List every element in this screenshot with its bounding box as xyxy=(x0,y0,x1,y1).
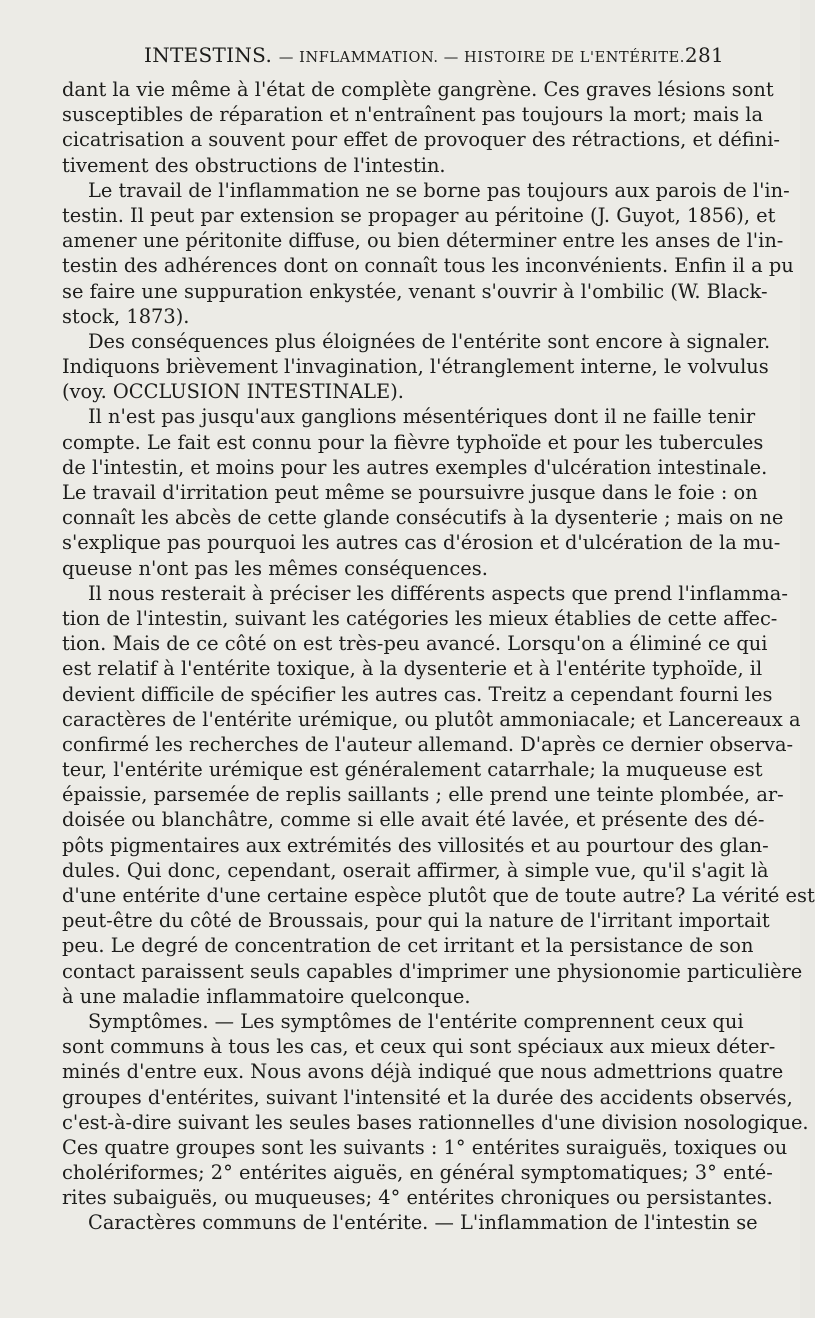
body-text xyxy=(62,77,815,1236)
text-line: dant la vie même à l'état de complète gangrène. Ces graves lésions sont xyxy=(62,78,774,101)
text-line: stock, 1873). xyxy=(62,304,190,328)
text-line: pôts pigmentaires aux extrémités des villosités et au pourtour des glan- xyxy=(62,833,769,857)
text-line: Caractères communs de l'entérite. — L'inflammation de l'intestin se xyxy=(88,1211,758,1235)
text-line: testin. Il peut par extension se propager au péritoine (J. Guyot, 1856), et xyxy=(62,203,776,227)
text-line: peu. Le degré de concentration de cet irritant et la persistance de son xyxy=(62,934,754,958)
text-line: Symptômes. — Les symptômes de l'entérite comprennent ceux qui xyxy=(88,1009,744,1033)
text-line: Le travail de l'inflammation ne se borne pas toujours aux parois de l'in- xyxy=(88,178,790,202)
text-line: est relatif à l'entérite toxique, à la dysenterie et à l'entérite typhoïde, il xyxy=(62,657,763,681)
text-line: queuse n'ont pas les mêmes conséquences. xyxy=(62,556,488,580)
text-line: c'est-à-dire suivant les seules bases rationnelles d'une division nosologique. xyxy=(62,1110,809,1134)
text-line: de l'intestin, et moins pour les autres exemples d'ulcération intestinale. xyxy=(62,455,768,479)
text-line: minés d'entre eux. Nous avons déjà indiqué que nous admettrions quatre xyxy=(62,1060,784,1084)
text-line: Indiquons brièvement l'invagination, l'étranglement interne, le volvulus xyxy=(62,355,769,379)
text-line: groupes d'entérites, suivant l'intensité et la durée des accidents observés, xyxy=(62,1085,793,1109)
text-line: peut-être du côté de Broussais, pour qui la nature de l'irritant importait xyxy=(62,909,770,933)
running-header xyxy=(62,40,724,70)
text-line: confirmé les recherches de l'auteur allemand. D'après ce dernier observa- xyxy=(62,732,794,756)
text-line: (voy. OCCLUSION INTESTINALE). xyxy=(62,380,404,404)
header-section: INTESTINS. xyxy=(144,43,273,67)
header-subtitle: — INFLAMMATION. — HISTOIRE DE L'ENTÉRITE. xyxy=(278,50,686,66)
text-line: Des conséquences plus éloignées de l'entérite sont encore à signaler. xyxy=(88,329,771,353)
text-line: tion. Mais de ce côté on est très-peu avancé. Lorsqu'on a éliminé ce qui xyxy=(62,632,768,656)
text-line: d'une entérite d'une certaine espèce plutôt que de toute autre? La vérité est xyxy=(62,884,815,907)
text-line: caractères de l'entérite urémique, ou plutôt ammoniacale; et Lancereaux a xyxy=(62,707,801,731)
page-number: 281 xyxy=(684,43,724,67)
text-line: cholériformes; 2° entérites aiguës, en général symptomatiques; 3° enté- xyxy=(62,1161,773,1185)
text-line: Ces quatre groupes sont les suivants : 1° entérites suraiguës, toxiques ou xyxy=(62,1135,788,1159)
text-line: Il nous resterait à préciser les différents aspects que prend l'inflamma- xyxy=(88,581,788,605)
header-title xyxy=(144,40,685,73)
text-line: contact paraissent seuls capables d'imprimer une physionomie particulière xyxy=(62,959,803,983)
text-line: se faire une suppuration enkystée, venant s'ouvrir à l'ombilic (W. Black- xyxy=(62,279,768,303)
text-line: compte. Le fait est connu pour la fièvre typhoïde et pour les tubercules xyxy=(62,430,764,454)
text-line: connaît les abcès de cette glande consécutifs à la dysenterie ; mais on ne xyxy=(62,506,784,530)
text-line: tivement des obstructions de l'intestin. xyxy=(62,153,446,177)
text-line: Il n'est pas jusqu'aux ganglions mésentériques dont il ne faille tenir xyxy=(88,405,756,429)
text-line: rites subaiguës, ou muqueuses; 4° entérites chroniques ou persistantes. xyxy=(62,1186,773,1210)
text-line: cicatrisation a souvent pour effet de provoquer des rétractions, et défini- xyxy=(62,128,780,152)
text-line: s'explique pas pourquoi les autres cas d'érosion et d'ulcération de la mu- xyxy=(62,531,781,555)
text-line: dules. Qui donc, cependant, oserait affirmer, à simple vue, qu'il s'agit là xyxy=(62,858,769,882)
text-line: doisée ou blanchâtre, comme si elle avait été lavée, et présente des dé- xyxy=(62,808,765,832)
text-line: tion de l'intestin, suivant les catégories les mieux établies de cette affec- xyxy=(62,606,778,630)
text-line: testin des adhérences dont on connaît tous les inconvénients. Enfin il a pu xyxy=(62,254,794,278)
text-line: sont communs à tous les cas, et ceux qui sont spéciaux aux mieux déter- xyxy=(62,1035,776,1059)
text-line: devient difficile de spécifier les autres cas. Treitz a cependant fourni les xyxy=(62,682,773,706)
text-line: amener une péritonite diffuse, ou bien déterminer entre les anses de l'in- xyxy=(62,229,784,253)
text-line: à une maladie inflammatoire quelconque. xyxy=(62,984,471,1008)
text-line: susceptibles de réparation et n'entraînent pas toujours la mort; mais la xyxy=(62,103,764,127)
text-line: teur, l'entérite urémique est généralement catarrhale; la muqueuse est xyxy=(62,758,763,782)
text-line: épaissie, parsemée de replis saillants ; elle prend une teinte plombée, ar- xyxy=(62,783,784,807)
text-line: Le travail d'irritation peut même se poursuivre jusque dans le foie : on xyxy=(62,481,758,504)
